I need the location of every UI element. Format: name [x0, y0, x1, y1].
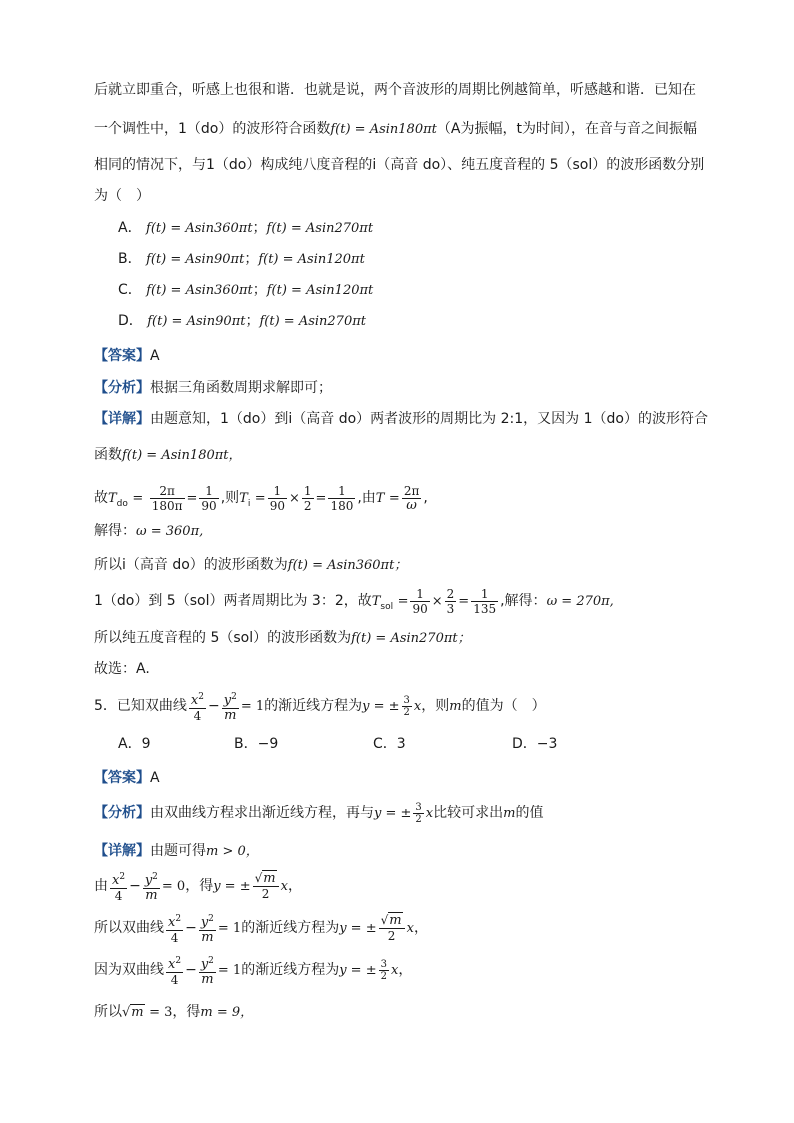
option-a: A．9 [118, 736, 151, 752]
option-a: A． f(t) = Asin360πt；f(t) = Asin270πt [118, 220, 374, 236]
formula-line: 1（do）到 5（sol）两者周期比为 3：2，故$T_{sol}$ = $\frac{1}{90}$ × $\frac{2}{3}$ = $\frac{1}{135}$ ,解得：ω = 270π, [94, 586, 614, 616]
analysis-line: 【分析】根据三角函数周期求解即可； [94, 380, 332, 396]
answer-tag: 【答案】 [94, 770, 150, 786]
option-d: D．−3 [512, 736, 558, 752]
text-line: 所以ⅰ（高音 do）的波形函数为f(t) = Asin360πt； [94, 557, 408, 573]
detail-line: 【详解】由题可得m > 0， [94, 843, 259, 859]
analysis-tag: 【分析】 [94, 380, 150, 396]
detail-line: 【详解】由题意知，1（do）到ⅰ（高音 do）两者波形的周期比为 2:1，又因为 1（do）的波形符合 [94, 411, 708, 427]
answer-tag: 【答案】 [94, 348, 150, 364]
detail-tag: 【详解】 [94, 411, 150, 427]
text-line: 相同的情况下，与1（do）构成纯八度音程的ⅰ（高音 do）、纯五度音程的 5（sol）的波形函数分别 [94, 157, 705, 173]
option-c: C． f(t) = Asin360πt；f(t) = Asin120πt [118, 282, 374, 298]
q5-options [118, 734, 557, 754]
formula-line: 所以双曲线 $\frac{x^2}{4}$ − $\frac{y^2}{m}$ = 1的渐近线方程为y = ± $\frac{√m}{2}$ x， [94, 913, 428, 945]
detail-tag: 【详解】 [94, 843, 150, 859]
text-line: 故选：A. [94, 661, 150, 677]
option-c: C．3 [373, 736, 406, 752]
answer-line: 【答案】A [94, 770, 160, 786]
formula-line: 因为双曲线 $\frac{x^2}{4}$ − $\frac{y^2}{m}$ = 1的渐近线方程为y = ± $\frac{3}{2}$ x， [94, 955, 413, 987]
formula-line: 故$T_{do}$ = $\frac{2\pi}{180\pi}$ = $\frac{1}{90}$ ,则$T_ⅰ$ = $\frac{1}{90}$ × $\frac{1}{2}$ = $\frac{1}{180}$ ,由T = $\frac{2\pi}{\omega}$ , [94, 483, 428, 513]
text-line: 一个调性中，1（do）的波形符合函数f(t) = Asin180πt（A为振幅，t为时间），在音与音之间振幅 [94, 121, 697, 137]
question-5-stem: 5．已知双曲线 $\frac{x^2}{4}$ − $\frac{y^2}{m}$ = 1的渐近线方程为y = ± $\frac{3}{2}$ x，则m的值为（ ） [94, 691, 546, 723]
analysis-tag: 【分析】 [94, 805, 150, 821]
answer-line: 【答案】A [94, 348, 160, 364]
option-b: B． f(t) = Asin90πt；f(t) = Asin120πt [118, 251, 365, 267]
text-line: 为（ ） [94, 188, 150, 204]
analysis-line: 【分析】由双曲线方程求出渐近线方程，再与y = ± $\frac{3}{2}$ x比较可求出m的值 [94, 801, 544, 825]
text-line: 函数f(t) = Asin180πt， [94, 447, 242, 463]
text-line: 后就立即重合，听感上也很和谐．也就是说，两个音波形的周期比例越简单，听感越和谐．已知在 [94, 82, 696, 98]
text-line: 所以纯五度音程的 5（sol）的波形函数为f(t) = Asin270πt； [94, 630, 471, 646]
formula-line: 由 $\frac{x^2}{4}$ − $\frac{y^2}{m}$ = 0，得y = ± $\frac{√m}{2}$ x， [94, 871, 302, 903]
option-b: B．−9 [234, 736, 279, 752]
option-d: D． f(t) = Asin90πt；f(t) = Asin270πt [118, 313, 366, 329]
text-line: 解得：ω = 360π, [94, 523, 204, 539]
text-line: 所以√m = 3，得m = 9， [94, 1004, 254, 1020]
math-expression: f(t) = Asin180πt [330, 122, 437, 137]
